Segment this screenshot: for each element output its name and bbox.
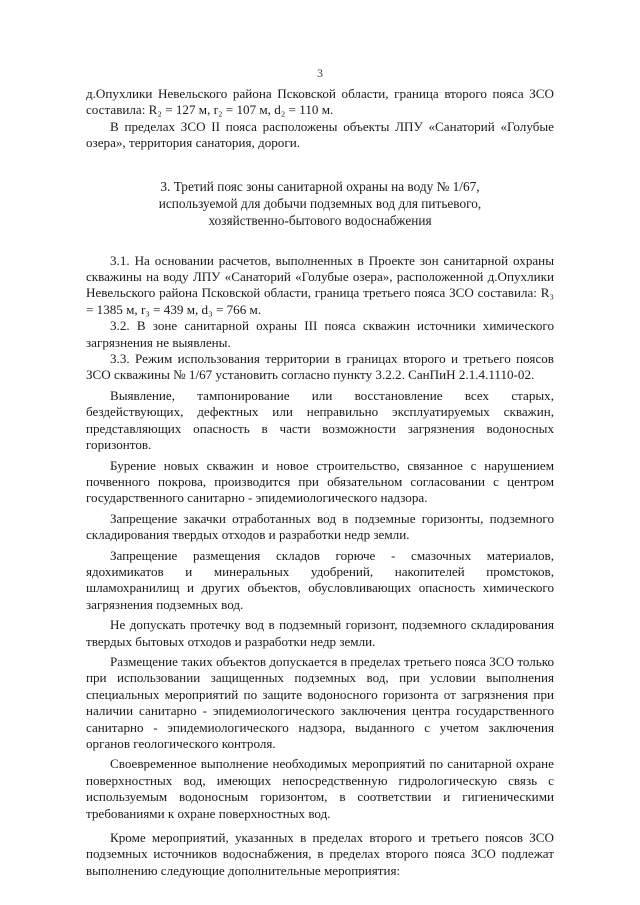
paragraph-placement: Размещение таких объектов допускается в пределах третьего пояса ЗСО только при использовании защищенных подземных вод, при условии выполнения специальных мероприятий по защите водоносного горизонта от загрязнения при наличии санитарно - эпидемиологического заключения центра государственного санитарно - эпидемиологического надзора, выданного с учетом заключения органов геологического контроля. — [86, 653, 554, 751]
section-heading-line1: 3. Третий пояс зоны санитарной охраны на воду № 1/67, — [160, 178, 480, 194]
paragraph-3-1: 3.1. На основании расчетов, выполненных в Проекте зон санитарной охраны скважины на воду ЛПУ «Санаторий «Голубые озера», расположенной д.Опухлики Невельского района Псковской области, граница третьего пояса ЗСО составила: R₃ = 1385 м, r₃ = 439 м, d₃ = 766 м. — [86, 252, 554, 317]
document-body — [86, 86, 554, 879]
paragraph-leak-prevention: Не допускать протечку вод в подземный горизонт, подземного складирования твердых бытовых отходов и разработки недр земли. — [86, 617, 554, 649]
paragraph-surface-water: Своевременное выполнение необходимых мероприятий по санитарной охране поверхностных вод, имеющих непосредственную гидрологическую связь с используемым водоносным горизонтом, в соответствии и гигиеническими требованиями к охране поверхностных вод. — [86, 756, 554, 821]
paragraph-injection-ban: Запрещение закачки отработанных вод в подземные горизонты, подземного складирования твердых отходов и разработки недр земли. — [86, 510, 554, 543]
section-heading-line2: используемой для добычи подземных вод для питьевого, — [158, 195, 482, 211]
paragraph-3-2: 3.2. В зоне санитарной охраны III пояса скважин источники химического загрязнения не выявлены. — [86, 318, 554, 350]
page-number: 3 — [317, 66, 323, 80]
paragraph-storage-ban: Запрещение размещения складов горюче - смазочных материалов, ядохимикатов и минеральных удобрений, накопителей промстоков, шламохранилищ и других объектов, обусловливающих опасность химического загрязнения подземных вод. — [86, 547, 554, 612]
paragraph-zone2-objects: В пределах ЗСО II пояса расположены объекты ЛПУ «Санаторий «Голубые озера», территория санатория, дороги. — [86, 118, 554, 151]
section-heading-line3: хозяйственно-бытового водоснабжения — [208, 212, 432, 228]
paragraph-3-3: 3.3. Режим использования территории в границах второго и третьего поясов ЗСО скважины № 1/67 установить согласно пункту 3.2.2. СанПиН 2.1.4.1110-02. — [86, 351, 554, 383]
section-heading — [86, 178, 554, 229]
paragraph-drilling: Бурение новых скважин и новое строительство, связанное с нарушением почвенного покрова, производится при обязательном согласовании с центром государственного санитарно - эпидемиологического надзора. — [86, 457, 554, 506]
paragraph-continuation: д.Опухлики Невельского района Псковской области, граница второго пояса ЗСО составила: R₂ = 127 м, r₂ = 107 м, d₂ = 110 м. — [86, 86, 554, 118]
paragraph-additional-measures: Кроме мероприятий, указанных в пределах второго и третьего поясов ЗСО подземных источников водоснабжения, в пределах второго пояса ЗСО подлежат выполнению следующие дополнительные мероприятия: — [86, 830, 554, 878]
paragraph-detection: Выявление, тампонирование или восстановление всех старых, бездействующих, дефектных или неправильно эксплуатируемых скважин, представляющих опасность в части возможности загрязнения водоносных горизонтов. — [86, 387, 554, 453]
